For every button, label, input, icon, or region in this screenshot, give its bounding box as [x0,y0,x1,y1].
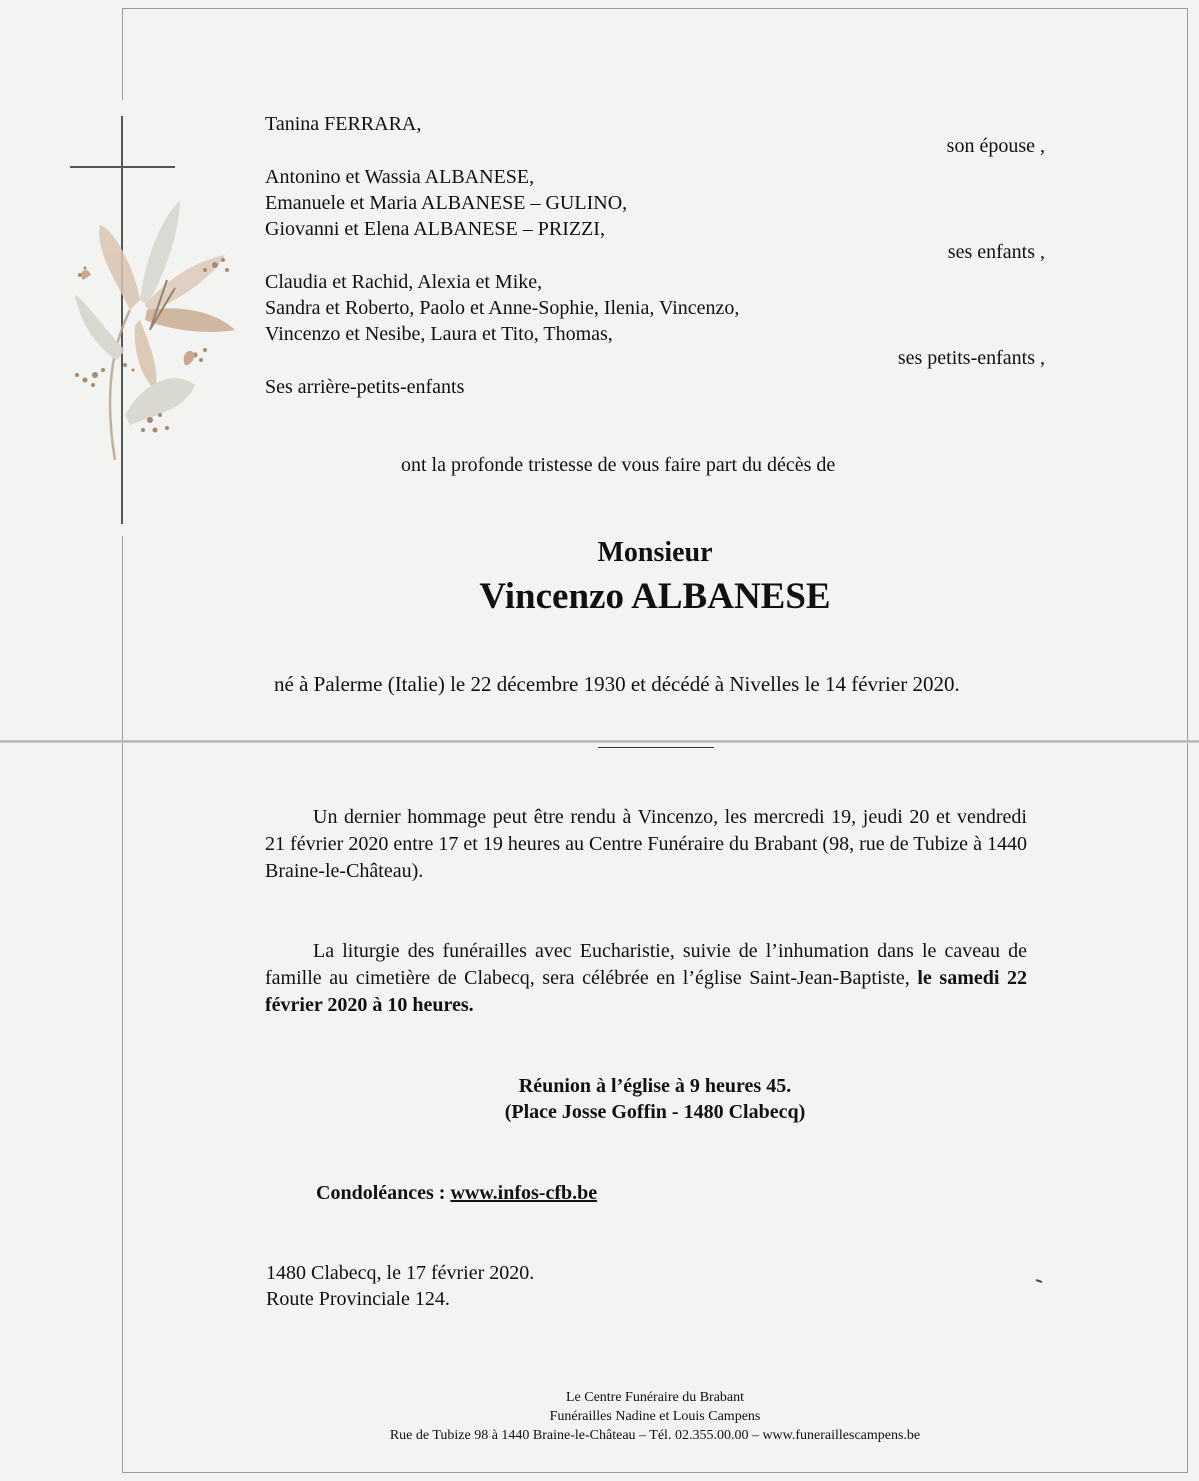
announcement-text: ont la profonde tristesse de vous faire part du décès de [401,454,836,476]
deceased-title: Monsieur [597,537,713,568]
funeral-date: le samedi 22 février 2020 à 10 heures. [265,967,1028,1016]
visitation-text: Un dernier hommage peut être rendu à Vincenzo, les mercredi 19, jeudi 20 et vendredi 21 février 2020 entre 17 et 19 heures au Centre Funéraire du Brabant (98, rue de Tubize à 1440 Braine-le-Château). [265,806,1027,882]
child-name: Emanuele et Maria ALBANESE – GULINO, [265,192,628,214]
cross-arm [70,166,175,168]
grandchildren-relation: ses petits-enfants , [897,347,1045,369]
children-relation: ses enfants , [947,241,1045,263]
cross-gap [118,100,128,116]
spouse-relation: son épouse , [946,135,1045,157]
child-name: Giovanni et Elena ALBANESE – PRIZZI, [265,218,605,240]
meeting-time: Réunion à l’église à 9 heures 45. [518,1075,792,1097]
life-dates: né à Palerme (Italie) le 22 décembre 1930 et décédé à Nivelles le 14 février 2020. [274,672,960,696]
address-date: 1480 Clabecq, le 17 février 2020. [266,1262,535,1284]
funeral-paragraph [265,938,1027,1019]
condolences-link[interactable]: www.infos-cfb.be [450,1182,598,1204]
child-name: Antonino et Wassia ALBANESE, [265,166,535,188]
deceased-name: Vincenzo ALBANESE [479,576,831,617]
great-grandchildren: Ses arrière-petits-enfants [265,376,465,398]
footer-funeral-home: Funérailles Nadine et Louis Campens [549,1409,761,1424]
address-street: Route Provinciale 124. [266,1288,450,1310]
fold-line [0,740,1199,743]
grandchildren-names: Claudia et Rachid, Alexia et Mike, [265,271,543,293]
footer-company: Le Centre Funéraire du Brabant [565,1390,745,1405]
visitation-paragraph [265,804,1027,885]
lily-flower-icon [55,180,240,470]
cross-gap-bottom [118,524,128,536]
spouse-name: Tanina FERRARA, [265,113,422,135]
footer-contact: Rue de Tubize 98 à 1440 Braine-le-Château – Tél. 02.355.00.00 – www.funeraillescampens.be [389,1428,921,1443]
funeral-text: La liturgie des funérailles avec Eucharistie, suivie de l’inhumation dans le caveau de famille au cimetière de Clabecq, sera célébrée en l’église Saint-Jean-Baptiste, [265,940,1027,989]
grandchildren-names: Sandra et Roberto, Paolo et Anne-Sophie, Ilenia, Vincenzo, [265,297,740,319]
condolences-label: Condoléances : [316,1182,446,1204]
condolences [316,1180,597,1206]
meeting-place: (Place Josse Goffin - 1480 Clabecq) [504,1101,806,1123]
grandchildren-names: Vincenzo et Nesibe, Laura et Tito, Thomas, [265,323,613,345]
separator-line [598,747,714,748]
